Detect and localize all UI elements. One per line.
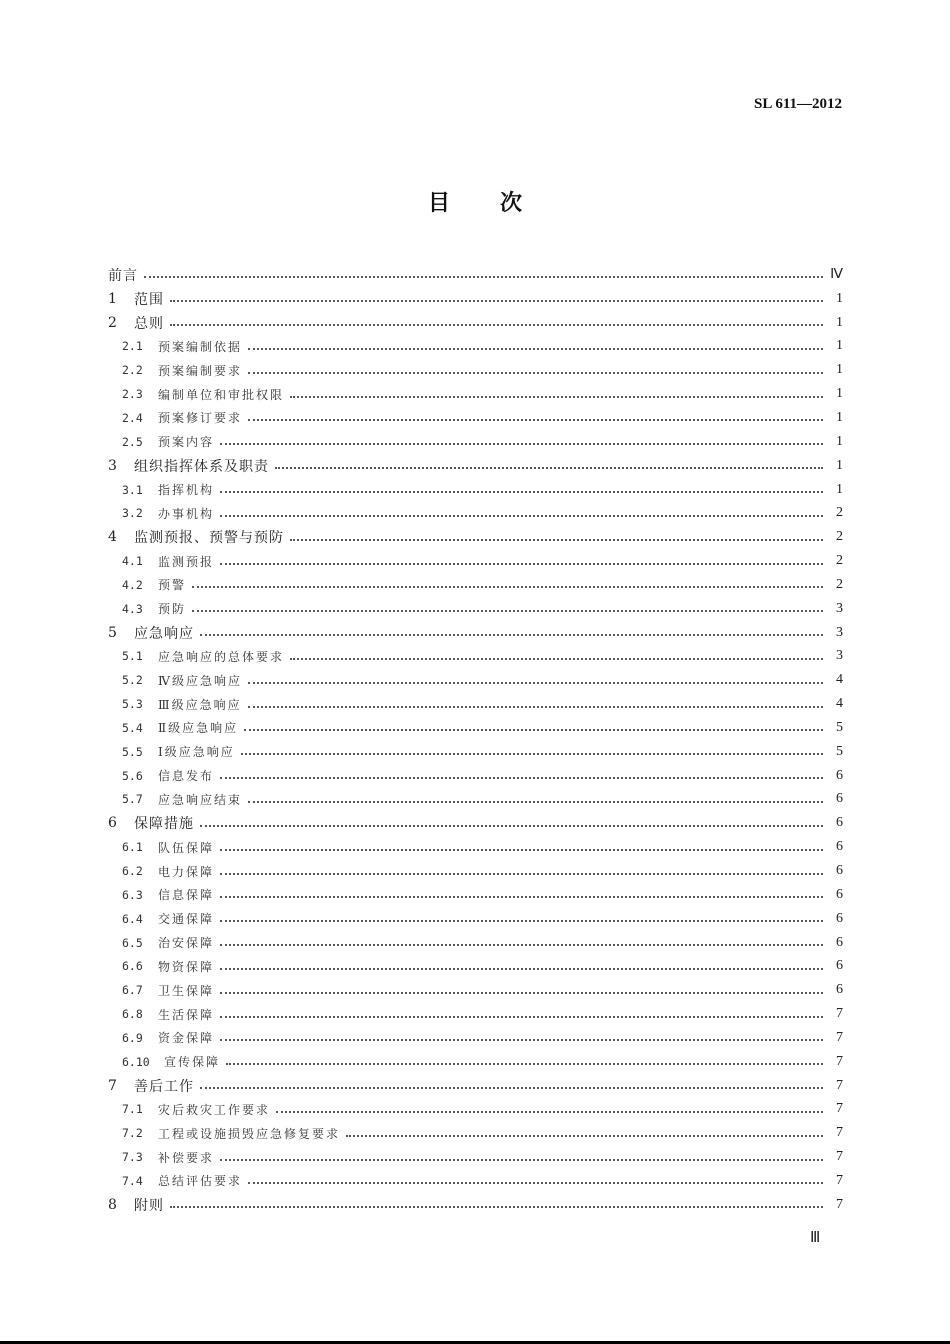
- toc-section-entry[interactable]: [108, 692, 843, 716]
- toc-entry-page: 7: [836, 1172, 843, 1188]
- dot-leader: [220, 442, 823, 445]
- dot-leader: [220, 967, 823, 970]
- dot-leader: [200, 1086, 823, 1089]
- toc-entry-number: 4: [108, 529, 117, 546]
- toc-entry-number: 3.2: [122, 506, 143, 521]
- toc-entry-page: 1: [836, 433, 843, 449]
- toc-entry-label: 信息保障: [158, 888, 215, 903]
- toc-entry-page: 6: [836, 839, 843, 855]
- toc-section-entry[interactable]: [108, 978, 843, 1002]
- toc-entry-label: 附则: [134, 1197, 164, 1214]
- toc-entry-number: 6.5: [122, 935, 143, 950]
- toc-entry-number: 3.1: [122, 482, 143, 497]
- toc-entry-number: 5.5: [122, 744, 143, 759]
- toc-entry-label: 监测预报、预警与预防: [134, 530, 284, 547]
- toc-entry-number: 2.4: [122, 410, 143, 425]
- toc-entry-page: 3: [836, 624, 843, 640]
- dot-leader: [170, 1205, 823, 1208]
- toc-entry-label: 应急响应结束: [158, 792, 243, 807]
- toc-entry-number: 3: [108, 457, 117, 474]
- toc-entry-label: 预案编制要求: [158, 363, 243, 378]
- toc-chapter-entry[interactable]: [108, 811, 843, 835]
- toc-entry-number: 7.3: [122, 1150, 143, 1165]
- toc-entry-page: 1: [836, 481, 843, 497]
- toc-entry-page: 6: [836, 934, 843, 950]
- toc-section-entry[interactable]: [108, 764, 843, 788]
- toc-entry-label: 电力保障: [158, 864, 215, 879]
- toc-entry-number: 5.2: [122, 673, 143, 688]
- toc-entry-label: 总则: [134, 315, 164, 332]
- toc-entry-number: 6.6: [122, 959, 143, 974]
- dot-leader: [220, 562, 823, 565]
- dot-leader: [248, 800, 823, 803]
- toc-section-entry[interactable]: [108, 549, 843, 573]
- toc-entry-label: 交通保障: [158, 912, 215, 927]
- dot-leader: [248, 347, 823, 350]
- toc-entry-page: 6: [836, 958, 843, 974]
- dot-leader: [220, 1158, 823, 1161]
- toc-section-entry[interactable]: [108, 716, 843, 740]
- toc-entry-number: 5: [108, 624, 117, 641]
- dot-leader: [275, 466, 823, 469]
- toc-entry-number: 6.3: [122, 887, 143, 902]
- dot-leader: [170, 299, 823, 302]
- toc-entry-page: 3: [836, 600, 843, 616]
- toc-entry-page: 7: [836, 1006, 843, 1022]
- dot-leader: [220, 872, 823, 875]
- toc-entry-page: 1: [836, 409, 843, 425]
- toc-entry-page: 6: [836, 910, 843, 926]
- toc-entry-number: 7.4: [122, 1173, 143, 1188]
- toc-entry-label: 队伍保障: [158, 840, 215, 855]
- dot-leader: [192, 609, 823, 612]
- dot-leader: [290, 395, 823, 398]
- toc-entry-number: 6.9: [122, 1030, 143, 1045]
- toc-chapter-entry[interactable]: [108, 287, 843, 311]
- toc-entry-label: 预案修订要求: [158, 411, 243, 426]
- dot-leader: [226, 1062, 823, 1065]
- toc-entry-number: 1: [108, 290, 117, 307]
- toc-entry-number: 6.4: [122, 911, 143, 926]
- toc-entry-number: 4.1: [122, 554, 143, 569]
- dot-leader: [220, 991, 823, 994]
- toc-entry-number: 7.1: [122, 1102, 143, 1117]
- toc-section-entry[interactable]: [108, 1169, 843, 1193]
- toc-entry-number: 5.1: [122, 649, 143, 664]
- toc-entry-page: 4: [836, 672, 843, 688]
- toc-entry-page: 1: [836, 386, 843, 402]
- dot-leader: [170, 323, 823, 326]
- dot-leader: [248, 1181, 823, 1184]
- toc-entry-page: 2: [836, 576, 843, 592]
- toc-chapter-entry[interactable]: [108, 1193, 843, 1217]
- toc-section-entry[interactable]: [108, 382, 843, 406]
- toc-section-entry[interactable]: [108, 406, 843, 430]
- toc-entry-number: 2.1: [122, 339, 143, 354]
- dot-leader: [248, 705, 823, 708]
- toc-entry-label: 补偿要求: [158, 1150, 215, 1165]
- dot-leader: [220, 848, 823, 851]
- toc-entry-number: 5.4: [122, 720, 143, 735]
- toc-entry-label: 工程或设施损毁应急修复要求: [158, 1126, 341, 1141]
- dot-leader: [220, 514, 823, 517]
- toc-section-entry[interactable]: [108, 1145, 843, 1169]
- dot-leader: [220, 1015, 823, 1018]
- toc-entry-number: 6.2: [122, 864, 143, 879]
- toc-entry-page: 5: [836, 719, 843, 735]
- toc-entry-label: Ⅲ级应急响应: [158, 697, 242, 712]
- toc-entry-page: 2: [836, 553, 843, 569]
- toc-entry-label: 组织指挥体系及职责: [134, 458, 269, 475]
- page-folio: Ⅲ: [810, 1230, 821, 1246]
- toc-entry-page: 6: [836, 863, 843, 879]
- toc-section-entry[interactable]: [108, 1098, 843, 1122]
- toc-entry-label: 指挥机构: [158, 483, 215, 498]
- dot-leader: [241, 752, 823, 755]
- dot-leader: [244, 728, 823, 731]
- toc-entry-label: 编制单位和审批权限: [158, 387, 285, 402]
- toc-section-entry[interactable]: [108, 954, 843, 978]
- page-title: 目次: [427, 191, 572, 216]
- toc-section-entry[interactable]: [108, 740, 843, 764]
- toc-entry-label: 卫生保障: [158, 983, 215, 998]
- toc-entry-page: 1: [836, 290, 843, 306]
- toc-section-entry[interactable]: [108, 573, 843, 597]
- toc-entry-label: 善后工作: [134, 1078, 194, 1095]
- toc-entry-page: 7: [836, 1029, 843, 1045]
- dot-leader: [290, 538, 823, 541]
- toc-chapter-entry[interactable]: [108, 263, 843, 287]
- toc-section-entry[interactable]: [108, 335, 843, 359]
- toc-entry-page: 1: [836, 314, 843, 330]
- toc-entry-page: 6: [836, 815, 843, 831]
- toc-entry-page: 7: [836, 1125, 843, 1141]
- toc-entry-label: 应急响应: [134, 625, 194, 642]
- toc-section-entry[interactable]: [108, 1121, 843, 1145]
- toc-entry-number: 7: [108, 1077, 117, 1094]
- dot-leader: [200, 633, 823, 636]
- toc-entry-number: 4.3: [122, 601, 143, 616]
- toc-section-entry[interactable]: [108, 478, 843, 502]
- toc-chapter-entry[interactable]: [108, 1074, 843, 1098]
- standard-code: SL 611—2012: [754, 96, 842, 112]
- toc-entry-page: 2: [836, 529, 843, 545]
- toc-section-entry[interactable]: [108, 835, 843, 859]
- toc-section-entry[interactable]: [108, 1050, 843, 1074]
- toc-entry-number: 6.10: [122, 1054, 150, 1069]
- toc-section-entry[interactable]: [108, 1026, 843, 1050]
- toc-chapter-entry[interactable]: [108, 621, 843, 645]
- toc-entry-label: 预防: [158, 602, 187, 617]
- toc-entry-label: 宣传保障: [164, 1055, 221, 1070]
- toc-entry-label: Ⅱ级应急响应: [158, 721, 239, 736]
- toc-section-entry[interactable]: [108, 1002, 843, 1026]
- toc-section-entry[interactable]: [108, 907, 843, 931]
- toc-entry-label: 办事机构: [158, 506, 215, 521]
- dot-leader: [200, 824, 823, 827]
- dot-leader: [290, 657, 823, 660]
- toc-entry-label: 物资保障: [158, 959, 215, 974]
- toc-entry-page: 6: [836, 982, 843, 998]
- toc-section-entry[interactable]: [108, 859, 843, 883]
- dot-leader: [144, 275, 823, 278]
- toc-section-entry[interactable]: [108, 645, 843, 669]
- toc-entry-page: 7: [836, 1101, 843, 1117]
- dot-leader: [220, 1038, 823, 1041]
- table-of-contents: [108, 263, 843, 1217]
- toc-section-entry[interactable]: [108, 931, 843, 955]
- dot-leader: [346, 1134, 823, 1137]
- toc-entry-page: 7: [836, 1053, 843, 1069]
- toc-section-entry[interactable]: [108, 883, 843, 907]
- toc-entry-number: 5.7: [122, 792, 143, 807]
- toc-entry-page: 5: [836, 743, 843, 759]
- toc-entry-label: 灾后救灾工作要求: [158, 1102, 271, 1117]
- toc-section-entry[interactable]: [108, 668, 843, 692]
- toc-entry-number: 7.2: [122, 1126, 143, 1141]
- toc-entry-label: 范围: [134, 291, 164, 308]
- toc-entry-page: 7: [836, 1077, 843, 1093]
- toc-entry-label: 预警: [158, 578, 187, 593]
- toc-entry-page: 1: [836, 338, 843, 354]
- dot-leader: [220, 490, 823, 493]
- toc-entry-page: 1: [836, 362, 843, 378]
- dot-leader: [220, 943, 823, 946]
- toc-entry-label: 保障措施: [134, 816, 194, 833]
- toc-chapter-entry[interactable]: [108, 454, 843, 478]
- dot-leader: [248, 371, 823, 374]
- toc-entry-number: 2.5: [122, 434, 143, 449]
- toc-entry-label: 预案编制依据: [158, 339, 243, 354]
- toc-entry-number: 2: [108, 314, 117, 331]
- toc-chapter-entry[interactable]: [108, 311, 843, 335]
- toc-entry-label: 总结评估要求: [158, 1174, 243, 1189]
- toc-section-entry[interactable]: [108, 597, 843, 621]
- toc-section-entry[interactable]: [108, 430, 843, 454]
- toc-entry-number: 6.7: [122, 983, 143, 998]
- toc-entry-number: 8: [108, 1196, 117, 1213]
- toc-entry-page: 7: [836, 1149, 843, 1165]
- toc-entry-number: 4.2: [122, 577, 143, 592]
- dot-leader: [220, 776, 823, 779]
- toc-section-entry[interactable]: [108, 358, 843, 382]
- toc-entry-label: 监测预报: [158, 554, 215, 569]
- toc-section-entry[interactable]: [108, 501, 843, 525]
- toc-entry-label: 治安保障: [158, 936, 215, 951]
- toc-entry-page: 7: [836, 1196, 843, 1212]
- toc-entry-number: 2.2: [122, 363, 143, 378]
- toc-entry-number: 5.3: [122, 697, 143, 712]
- toc-entry-number: 6: [108, 815, 117, 832]
- dot-leader: [276, 1110, 823, 1113]
- toc-entry-page: 6: [836, 767, 843, 783]
- toc-entry-number: 2.3: [122, 387, 143, 402]
- dot-leader: [220, 895, 823, 898]
- toc-entry-label: 前言: [108, 267, 138, 284]
- toc-entry-label: 应急响应的总体要求: [158, 649, 285, 664]
- toc-entry-label: Ⅰ级应急响应: [158, 745, 235, 760]
- toc-entry-page: 6: [836, 886, 843, 902]
- dot-leader: [192, 585, 823, 588]
- toc-entry-page: Ⅳ: [830, 267, 843, 283]
- dot-leader: [220, 919, 823, 922]
- toc-entry-page: 2: [836, 505, 843, 521]
- toc-chapter-entry[interactable]: [108, 525, 843, 549]
- toc-entry-page: 3: [836, 648, 843, 664]
- toc-entry-label: 生活保障: [158, 1007, 215, 1022]
- dot-leader: [248, 418, 823, 421]
- dot-leader: [248, 681, 823, 684]
- toc-entry-number: 6.1: [122, 840, 143, 855]
- toc-entry-page: 1: [836, 457, 843, 473]
- toc-entry-number: 5.6: [122, 768, 143, 783]
- toc-entry-label: 信息发布: [158, 769, 215, 784]
- toc-entry-number: 6.8: [122, 1007, 143, 1022]
- toc-entry-label: Ⅳ级应急响应: [158, 673, 242, 688]
- toc-section-entry[interactable]: [108, 788, 843, 812]
- toc-entry-page: 6: [836, 791, 843, 807]
- toc-entry-page: 4: [836, 696, 843, 712]
- toc-entry-label: 资金保障: [158, 1031, 215, 1046]
- toc-entry-label: 预案内容: [158, 435, 215, 450]
